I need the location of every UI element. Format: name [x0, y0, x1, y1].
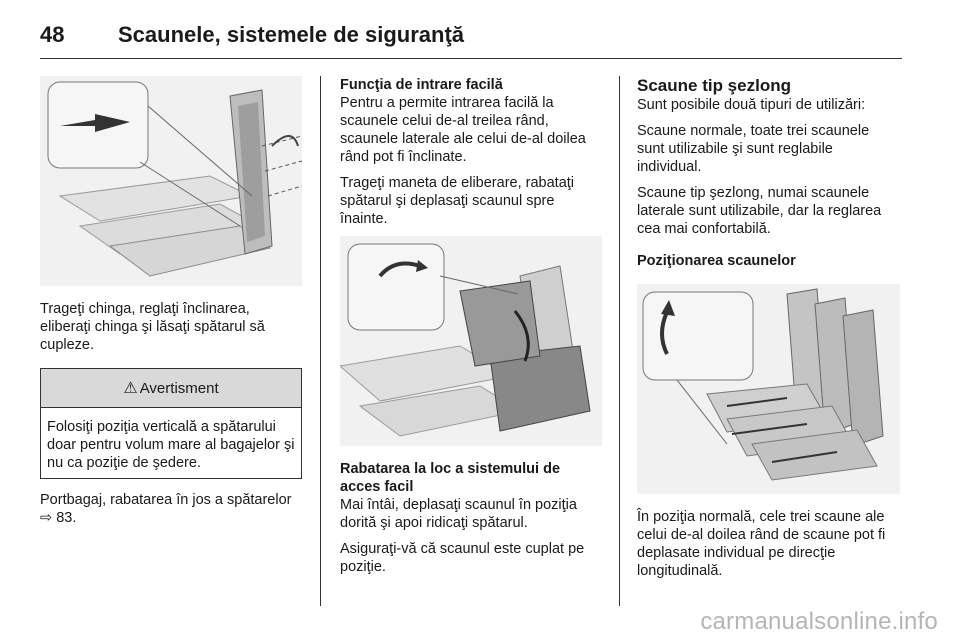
paragraph: Mai întâi, deplasaţi scaunul în poziţia dorită şi apoi ridicaţi spătarul.: [340, 497, 577, 531]
page-header: [40, 18, 920, 58]
warning-triangle-icon: ⚠: [123, 380, 138, 397]
warning-text: Folosiţi poziţia verticală a spătarului doar pentru volum mare al bagajelor şi nu ca poziţie de şedere.: [47, 419, 295, 471]
page-ref-icon: ⇨: [40, 510, 53, 526]
paragraph: Pentru a permite intrarea facilă la scaunele celui de-al treilea rând, scaunele laterale ale celui de-al doilea rând pot fi înclinate.: [340, 95, 586, 165]
subheading-fold-back: Rabatarea la loc a sistemului de acces facil: [340, 461, 561, 495]
column-2: [340, 76, 602, 584]
cross-reference-text: Portbagaj, rabatarea în jos a spătarelor: [40, 492, 292, 508]
warning-body: [41, 408, 301, 478]
figure-seat-strap: [40, 76, 302, 286]
column-divider: [619, 76, 620, 606]
paragraph: Scaune normale, toate trei scaunele sunt utilizabile şi sunt reglabile individual.: [637, 123, 870, 175]
paragraph: Trageţi maneta de eliberare, rabataţi spătarul şi deplasaţi scaunul spre înainte.: [340, 175, 575, 227]
paragraph: În poziţia normală, cele trei scaune ale celui de-al doilea rând de scaune pot fi deplasate individual pe direcţie longitudinală.: [637, 509, 886, 579]
paragraph: Asiguraţi-vă că scaunul este cuplat pe poziţie.: [340, 541, 585, 575]
warning-title: Avertisment: [139, 379, 219, 397]
column-3: [637, 76, 900, 588]
warning-header: [41, 369, 301, 408]
subheading-seat-positioning: Poziţionarea scaunelor: [637, 253, 796, 269]
section-heading: Scaune tip şezlong: [637, 76, 791, 95]
paragraph: Sunt posibile două tipuri de utilizări:: [637, 97, 866, 113]
column-1: [40, 76, 302, 535]
header-rule: [40, 58, 902, 59]
figure-easy-entry: [340, 236, 602, 446]
caption-text: Trageţi chinga, reglaţi înclinarea, eliberaţi chinga şi lăsaţi spătarul să cupleze.: [40, 301, 265, 353]
warning-box: [40, 368, 302, 479]
page-title: Scaunele, sistemele de siguranţă: [118, 22, 465, 47]
paragraph: Scaune tip şezlong, numai scaunele laterale sunt utilizabile, dar la reglarea cea mai confortabilă.: [637, 185, 882, 237]
subheading-easy-entry: Funcţia de intrare facilă: [340, 77, 503, 93]
column-divider: [320, 76, 321, 606]
cross-reference-page[interactable]: 83.: [56, 510, 77, 526]
watermark: carmanualsonline.info: [700, 608, 938, 635]
figure-seat-positioning: [637, 284, 900, 494]
page-number: 48: [40, 22, 65, 47]
cross-reference-paragraph: [40, 491, 302, 527]
